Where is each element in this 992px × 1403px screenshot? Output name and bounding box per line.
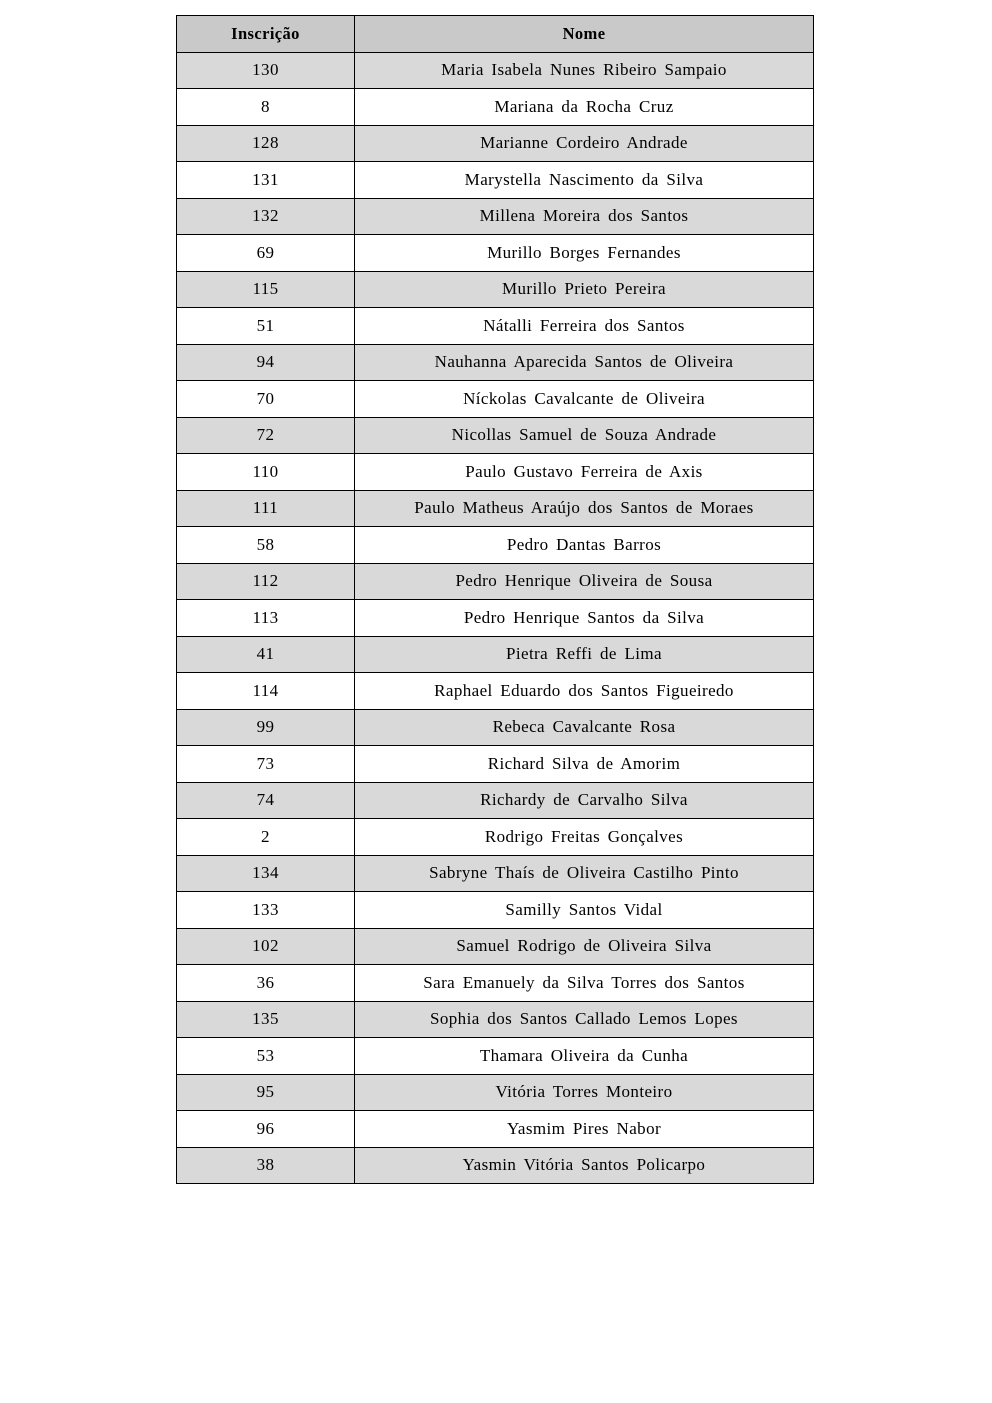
table-row [177, 52, 814, 89]
cell-inscricao: 2 [177, 819, 355, 856]
table-row [177, 600, 814, 637]
table-row [177, 454, 814, 491]
cell-inscricao: 132 [177, 198, 355, 235]
cell-nome: Sabryne Thaís de Oliveira Castilho Pinto [355, 855, 814, 892]
table-row [177, 673, 814, 710]
cell-inscricao: 94 [177, 344, 355, 381]
cell-nome: Raphael Eduardo dos Santos Figueiredo [355, 673, 814, 710]
table-row [177, 162, 814, 199]
header-row [177, 16, 814, 53]
cell-inscricao: 99 [177, 709, 355, 746]
table-row [177, 892, 814, 929]
table-row [177, 636, 814, 673]
cell-nome: Pietra Reffi de Lima [355, 636, 814, 673]
cell-nome: Thamara Oliveira da Cunha [355, 1038, 814, 1075]
cell-inscricao: 58 [177, 527, 355, 564]
cell-inscricao: 133 [177, 892, 355, 929]
cell-inscricao: 53 [177, 1038, 355, 1075]
table-row [177, 1001, 814, 1038]
registration-table [176, 15, 814, 1184]
table-header [177, 16, 814, 53]
cell-nome: Vitória Torres Monteiro [355, 1074, 814, 1111]
cell-nome: Nátalli Ferreira dos Santos [355, 308, 814, 345]
table-row [177, 563, 814, 600]
cell-nome: Nauhanna Aparecida Santos de Oliveira [355, 344, 814, 381]
cell-nome: Pedro Henrique Oliveira de Sousa [355, 563, 814, 600]
cell-inscricao: 135 [177, 1001, 355, 1038]
cell-inscricao: 111 [177, 490, 355, 527]
cell-nome: Samilly Santos Vidal [355, 892, 814, 929]
cell-inscricao: 102 [177, 928, 355, 965]
cell-inscricao: 110 [177, 454, 355, 491]
table-row [177, 1074, 814, 1111]
header-inscricao: Inscrição [177, 16, 355, 53]
cell-nome: Millena Moreira dos Santos [355, 198, 814, 235]
cell-inscricao: 36 [177, 965, 355, 1002]
cell-nome: Richardy de Carvalho Silva [355, 782, 814, 819]
table-row [177, 782, 814, 819]
table-row [177, 198, 814, 235]
table-row [177, 527, 814, 564]
table-row [177, 709, 814, 746]
cell-inscricao: 41 [177, 636, 355, 673]
table-row [177, 1038, 814, 1075]
table-row [177, 928, 814, 965]
cell-inscricao: 115 [177, 271, 355, 308]
table-row [177, 490, 814, 527]
cell-inscricao: 112 [177, 563, 355, 600]
table-row [177, 1111, 814, 1148]
cell-inscricao: 128 [177, 125, 355, 162]
document-page [176, 15, 814, 1184]
cell-inscricao: 72 [177, 417, 355, 454]
table-row [177, 89, 814, 126]
table-row [177, 271, 814, 308]
table-row [177, 381, 814, 418]
cell-inscricao: 69 [177, 235, 355, 272]
cell-inscricao: 95 [177, 1074, 355, 1111]
cell-nome: Pedro Henrique Santos da Silva [355, 600, 814, 637]
cell-inscricao: 130 [177, 52, 355, 89]
cell-nome: Richard Silva de Amorim [355, 746, 814, 783]
cell-inscricao: 113 [177, 600, 355, 637]
table-row [177, 746, 814, 783]
cell-nome: Paulo Gustavo Ferreira de Axis [355, 454, 814, 491]
table-row [177, 1147, 814, 1184]
cell-inscricao: 38 [177, 1147, 355, 1184]
cell-inscricao: 51 [177, 308, 355, 345]
table-row [177, 235, 814, 272]
cell-inscricao: 134 [177, 855, 355, 892]
cell-nome: Marianne Cordeiro Andrade [355, 125, 814, 162]
table-row [177, 417, 814, 454]
cell-nome: Rebeca Cavalcante Rosa [355, 709, 814, 746]
table-body [177, 52, 814, 1184]
cell-nome: Samuel Rodrigo de Oliveira Silva [355, 928, 814, 965]
table-row [177, 855, 814, 892]
cell-inscricao: 70 [177, 381, 355, 418]
cell-inscricao: 73 [177, 746, 355, 783]
table-row [177, 819, 814, 856]
cell-nome: Yasmim Pires Nabor [355, 1111, 814, 1148]
cell-nome: Rodrigo Freitas Gonçalves [355, 819, 814, 856]
cell-nome: Murillo Borges Fernandes [355, 235, 814, 272]
cell-nome: Marystella Nascimento da Silva [355, 162, 814, 199]
cell-inscricao: 131 [177, 162, 355, 199]
table-row [177, 308, 814, 345]
cell-inscricao: 74 [177, 782, 355, 819]
cell-nome: Pedro Dantas Barros [355, 527, 814, 564]
cell-inscricao: 96 [177, 1111, 355, 1148]
cell-nome: Sara Emanuely da Silva Torres dos Santos [355, 965, 814, 1002]
cell-nome: Mariana da Rocha Cruz [355, 89, 814, 126]
table-row [177, 344, 814, 381]
cell-nome: Níckolas Cavalcante de Oliveira [355, 381, 814, 418]
cell-nome: Sophia dos Santos Callado Lemos Lopes [355, 1001, 814, 1038]
cell-nome: Yasmin Vitória Santos Policarpo [355, 1147, 814, 1184]
table-row [177, 125, 814, 162]
cell-nome: Murillo Prieto Pereira [355, 271, 814, 308]
cell-nome: Maria Isabela Nunes Ribeiro Sampaio [355, 52, 814, 89]
cell-inscricao: 114 [177, 673, 355, 710]
cell-nome: Paulo Matheus Araújo dos Santos de Moraes [355, 490, 814, 527]
table-row [177, 965, 814, 1002]
header-nome: Nome [355, 16, 814, 53]
cell-inscricao: 8 [177, 89, 355, 126]
cell-nome: Nicollas Samuel de Souza Andrade [355, 417, 814, 454]
